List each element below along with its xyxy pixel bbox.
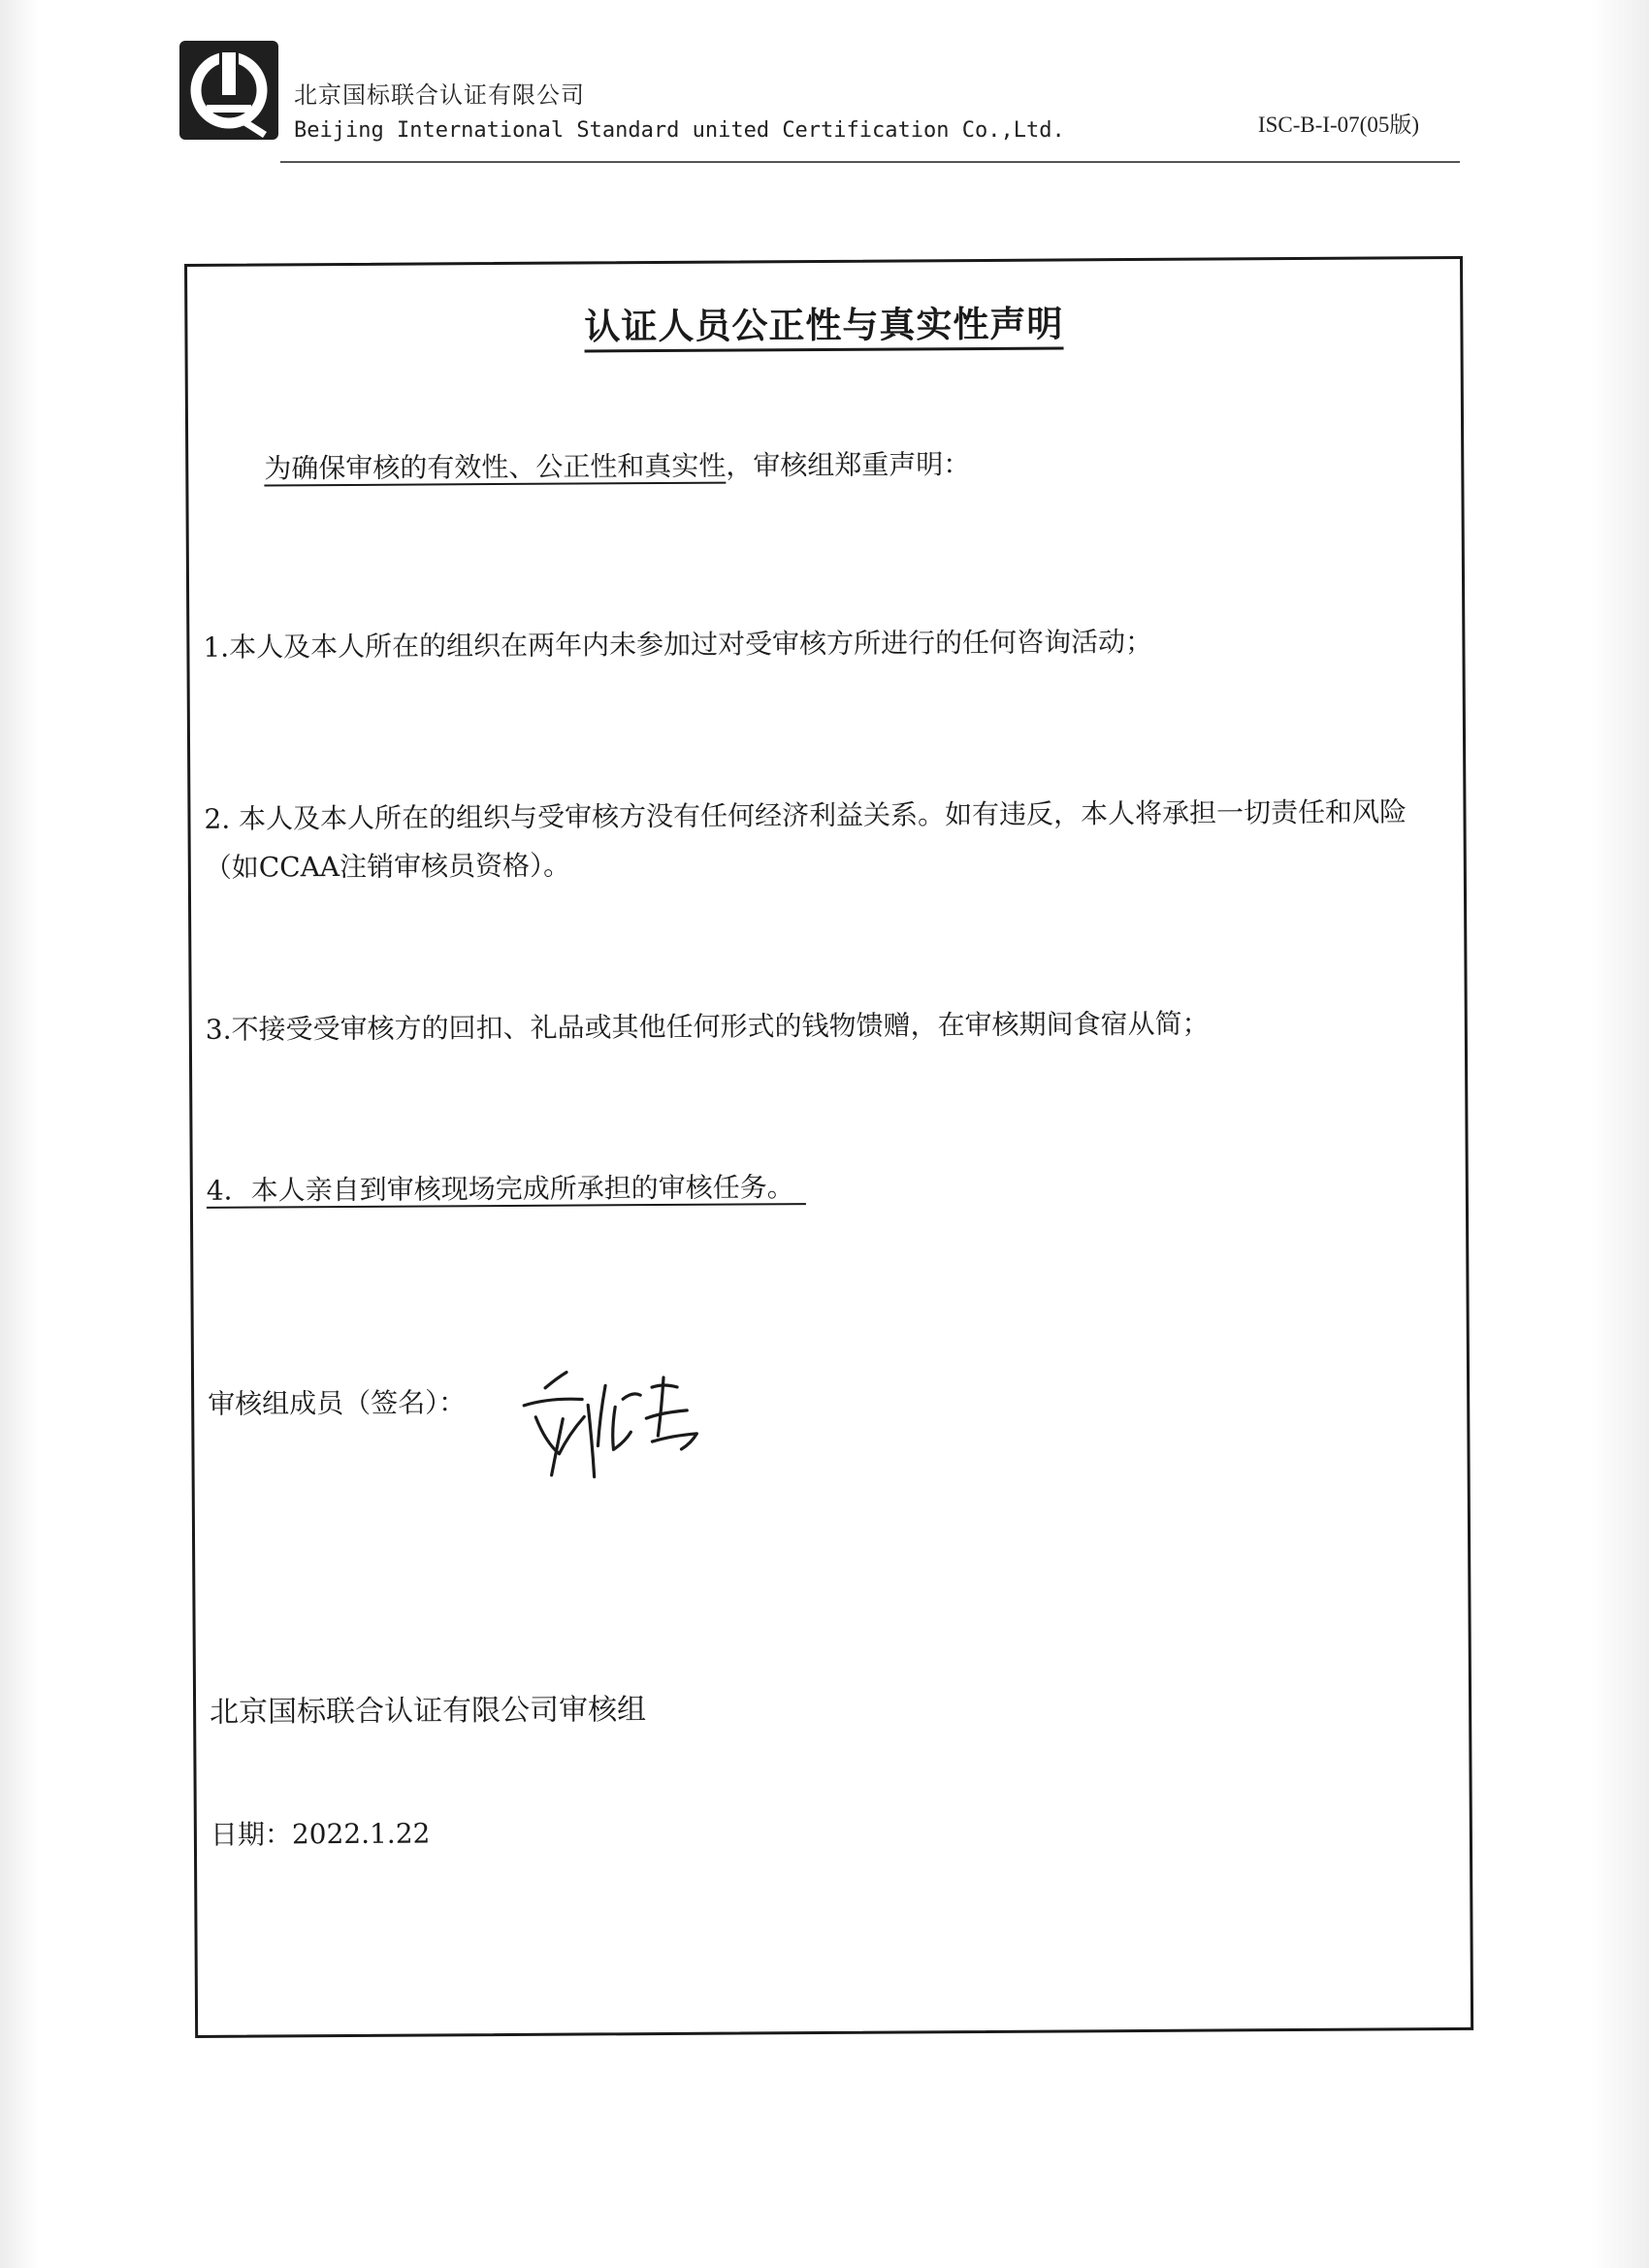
declaration-frame xyxy=(184,256,1473,2038)
signature-label: 审核组成员（签名）： xyxy=(208,1386,467,1420)
handwritten-signature-icon xyxy=(506,1348,721,1495)
org-name-en: Beijing International Standard united Certification Co.,Ltd. xyxy=(294,118,1065,143)
scan-shade-right xyxy=(1591,0,1649,2268)
declaration-item-4 xyxy=(207,1163,806,1215)
intro-rest-text: ，审核组郑重声明： xyxy=(726,448,971,482)
scan-shade-left xyxy=(0,0,39,2268)
audit-group-name: 北京国标联合认证有限公司审核组 xyxy=(210,1693,647,1730)
document-title-text: 认证人员公正性与真实性声明 xyxy=(584,303,1063,352)
header-rule xyxy=(280,161,1460,163)
letterhead xyxy=(178,39,1460,165)
document-title xyxy=(187,292,1460,352)
declaration-item-2: 2. 本人及本人所在的组织与受审核方没有任何经济利益关系。如有违反，本人将承担一切责任和风险（如CCAA注销审核员资格）。 xyxy=(204,795,1407,884)
document-code: ISC-B-I-07(05版) xyxy=(1257,113,1419,137)
isc-logo-icon xyxy=(178,39,280,142)
date-value: 2022.1.22 xyxy=(291,1817,431,1851)
declaration-item-4-text: 4．本人亲自到审核现场完成所承担的审核任务。 xyxy=(207,1171,806,1209)
declaration-item-1: 1.本人及本人所在的组织在两年内未参加过对受审核方所进行的任何咨询活动； xyxy=(203,625,1153,664)
org-name-cn: 北京国标联合认证有限公司 xyxy=(294,81,585,109)
date-line xyxy=(210,1809,431,1859)
intro-paragraph xyxy=(264,440,970,493)
declaration-item-3: 3.不接受受审核方的回扣、礼品或其他任何形式的钱物馈赠，在审核期间食宿从简； xyxy=(205,1007,1210,1046)
date-label: 日期： xyxy=(210,1818,293,1851)
intro-underlined-text: 为确保审核的有效性、公正性和真实性 xyxy=(264,449,727,485)
